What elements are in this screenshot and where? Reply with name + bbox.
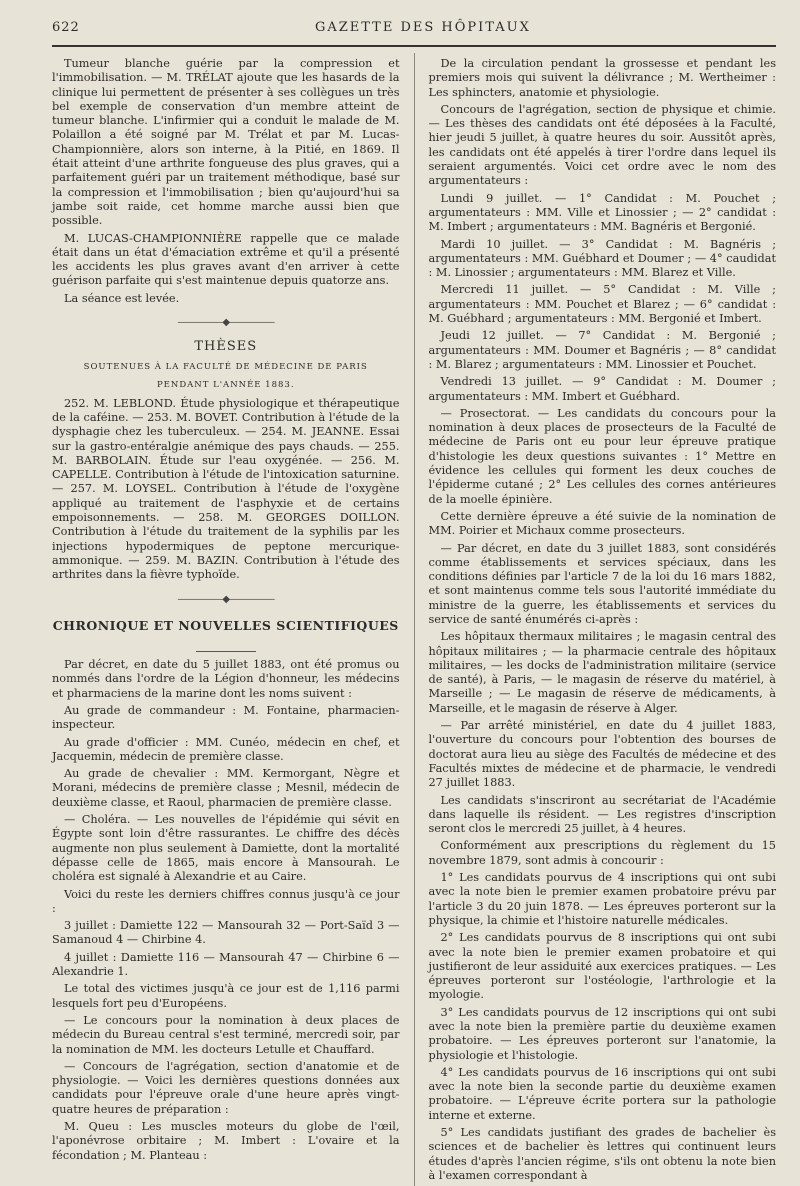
paragraph: Au grade de commandeur : M. Fontaine, pharmacien-inspecteur. [52, 703, 400, 732]
paragraph: Le total des victimes jusqu'à ce jour est de 1,116 parmi lesquels fort peu d'Européens. [52, 982, 400, 1010]
paragraph: 4° Les candidats pourvus de 16 inscriptions qui ont subi avec la note bien la seconde partie du deuxième examen probatoire. — L'épreuve écrite portera sur la pathologie interne et externe. [428, 1065, 776, 1122]
section-title: THÈSES [194, 339, 258, 355]
paragraph: Au grade d'officier : MM. Cunéo, médecin en chef, et Jacquemin, médecin de première classe. [52, 735, 400, 763]
paragraph: Cette dernière épreuve a été suivie de la nomination de MM. Poirier et Michaux comme prosecteurs. [428, 509, 776, 538]
ornament-divider: —————◆————— [177, 317, 275, 329]
paragraph: 2° Les candidats pourvus de 8 inscriptions qui ont subi avec la note bien le premier examen probatoire et qui justifieront de leur assiduité aux exercices pratiques. — Les épreuves porteront sur l'ostéologie, l'arthrologie et la myologie. [428, 931, 776, 1002]
column-divider [414, 53, 415, 1186]
paragraph: Lundi 9 juillet. — 1° Candidat : M. Pouchet ; argumentateurs : MM. Ville et Linossier ; — 2° candidat : M. Imbert ; argumentateurs : MM. Bagnéris et Bergonié. [428, 191, 776, 234]
section-subtitle: SOUTENUES À LA FACULTÉ DE MÉDECINE DE PARIS [83, 361, 368, 372]
paragraph: — Prosectorat. — Les candidats du concours pour la nomination à deux places de prosecteurs de la Faculté de médecine de Paris ont eu pour leur épreuve pratique d'histologie les deux questions suivantes : 1° Mettre en évidence les cellules qui forment les deux couches de l'épiderme cutané ; 2° Les cellules des cornes antérieures de la moelle épinière. [428, 406, 776, 506]
paragraph: Les hôpitaux thermaux militaires ; le magasin central des hôpitaux militaires ; — la pharmacie centrale des hôpitaux militaires, — les docks de l'administration militaire (service de santé), à Paris, — le magasin de réserve du matériel, à Marseille ; — Le magasin de réserve de médicaments, à Marseille, et le magasin de réserve à Alger. [428, 630, 776, 715]
paragraph: 4 juillet : Damiette 116 — Mansourah 47 — Chirbine 6 — Alexandrie 1. [52, 950, 400, 979]
paragraph: Par décret, en date du 5 juillet 1883, ont été promus ou nommés dans l'ordre de la Légion d'honneur, les médecins et pharmaciens de la marine dont les noms suivent : [52, 658, 400, 700]
section-subtitle: PENDANT L'ANNÉE 1883. [156, 379, 295, 390]
page-number: 622 [52, 20, 80, 35]
paragraph: 5° Les candidats justifiant des grades de bachelier ès sciences et de bachelier ès lettres qui continuent leurs études d'après l'ancien régime, s'ils ont obtenu la note bien à l'examen correspondant à [428, 1126, 776, 1182]
text-columns [52, 53, 776, 1186]
theses-heading [52, 340, 400, 390]
paragraph: Les candidats s'inscriront au secrétariat de l'Académie dans laquelle ils résident. — Les registres d'inscription seront clos le mercredi 25 juillet, à 4 heures. [428, 793, 776, 836]
paragraph: — Par arrêté ministériel, en date du 4 juillet 1883, l'ouverture du concours pour l'obtention des bourses de doctorat aura lieu au siège des Facultés de médecine et des Facultés mixtes de médecine et de pharmacie, le vendredi 27 juillet 1883. [428, 719, 776, 790]
paragraph: M. Queu : Les muscles moteurs du globe de l'œil, l'aponévrose orbitaire ; M. Imbert : L'ovaire et la fécondation ; M. Planteau : [52, 1120, 400, 1162]
paragraph: La séance est levée. [64, 291, 180, 305]
paragraph: — Concours de l'agrégation, section d'anatomie et de physiologie. — Voici les dernières questions données aux candidats pour l'épreuve orale d'une heure après vingt-quatre heures de préparation : [52, 1059, 400, 1116]
journal-title: GAZETTE DES HÔPITAUX [314, 20, 531, 35]
paragraph: M. LUCAS-CHAMPIONNIÈRE rappelle que ce malade était dans un état d'émaciation extrême et qu'il a présenté les accidents les plus graves avant d'en arriver à cette guérison parfaite qui s'est maintenue depuis quatorze ans. [52, 231, 400, 288]
paragraph: De la circulation pendant la grossesse et pendant les premiers mois qui suivent la délivrance ; M. Wertheimer : Les sphincters, anatomie et physiologie. [428, 57, 776, 99]
paragraph: Au grade de chevalier : MM. Kermorgant, Nègre et Morani, médecins de première classe ; Mesnil, médecin de deuxième classe, et Raoul, pharmacien de première classe. [52, 767, 400, 809]
paragraph: Tumeur blanche guérie par la compression et l'immobilisation. — M. TRÉLAT ajoute que les hasards de la clinique lui permettent de présenter à ses collègues un très bel exemple de conservation d'un membre atteint de tumeur blanche. L'infirmier qui a conduit le malade de M. Polaillon a été soigné par M. Trélat et par M. Lucas-Championnière, alors son interne, à la Pitié, en 1869. Il était atteint d'une arthrite fongueuse des plus graves, qui a parfaitement guéri par un traitement méthodique, basé sur la compression et l'immobilisation ; bien qu'aujourd'hui sa jambe soit raide, cet homme marche aussi bien que possible. [52, 57, 400, 228]
paragraph: Jeudi 12 juillet. — 7° Candidat : M. Bergonié ; argumentateurs : MM. Doumer et Bagnéris ; — 8° candidat : M. Blarez ; argumentateurs : MM. Linossier et Pouchet. [428, 329, 776, 371]
paragraph: Mercredi 11 juillet. — 5° Candidat : M. Ville ; argumentateurs : MM. Pouchet et Blarez ; — 6° candidat : M. Guébhard ; argumentateurs : MM. Bergonié et Imbert. [428, 283, 776, 326]
paragraph: Conformément aux prescriptions du règlement du 15 novembre 1879, sont admis à concourir : [428, 839, 776, 867]
paragraph: — Par décret, en date du 3 juillet 1883, sont considérés comme établissements et services spéciaux, dans les conditions définies par l'article 7 de la loi du 16 mars 1882, et sont maintenus comme tels sous l'autorité immédiate du ministre de la guerre, les établissements et services du service de santé énumérés ci-après : [428, 541, 776, 626]
paragraph: 252. M. LEBLOND. Étude physiologique et thérapeutique de la caféine. — 253. M. BOVET. Contribution à l'étude de la dysphagie chez les tuberculeux. — 254. M. JEANNE. Essai sur la gastro-entéralgie anémique des pays chauds. — 255. M. BARBOLAIN. Étude sur l'eau oxygénée. — 256. M. CAPELLE. Contribution à l'étude de l'intoxication saturnine. — 257. M. LOYSEL. Contribution à l'étude de l'oxygène appliqué au traitement de l'asphyxie et de certains empoisonnements. — 258. M. GEORGES DOILLON. Contribution à l'étude du traitement de la syphilis par les injections hypodermiques de peptone mercurique-ammonique. — 259. M. BAZIN. Contribution à l'étude des arthrites dans la fièvre typhoïde. [52, 396, 400, 582]
paragraph: 1° Les candidats pourvus de 4 inscriptions qui ont subi avec la note bien le premier examen probatoire prévu par l'article 3 du 20 juin 1878. — Les épreuves porteront sur la physique, la chimie et l'histoire naturelle médicales. [428, 871, 776, 927]
paragraph: — Le concours pour la nomination à deux places de médecin du Bureau central s'est terminé, mercredi soir, par la nomination de MM. les docteurs Letulle et Chauffard. [52, 1013, 400, 1056]
paragraph: Vendredi 13 juillet. — 9° Candidat : M. Doumer ; argumentateurs : MM. Imbert et Guébhard. [428, 375, 776, 403]
divider [196, 651, 256, 652]
paragraph: Concours de l'agrégation, section de physique et chimie. — Les thèses des candidats ont été déposées à la Faculté, hier jeudi 5 juillet, à quatre heures du soir. Aussitôt après, les candidats ont été appelés à tirer l'ordre dans lequel ils seraient argumentés. Voici cet ordre avec le nom des argumentateurs : [428, 102, 776, 188]
ornament-divider: —————◆————— [177, 593, 275, 605]
paragraph: Mardi 10 juillet. — 3° Candidat : M. Bagnéris ; argumentateurs : MM. Guébhard et Doumer ; — 4° caudidat : M. Linossier ; argumentateurs : MM. Blarez et Ville. [428, 237, 776, 280]
paragraph: 3° Les candidats pourvus de 12 inscriptions qui ont subi avec la note bien la première partie du deuxième examen probatoire. — Les épreuves porteront sur l'anatomie, la physiologie et l'histologie. [428, 1005, 776, 1062]
header-rule [52, 45, 776, 47]
right-column [429, 53, 777, 1186]
left-column [52, 53, 400, 1186]
paragraph: — Choléra. — Les nouvelles de l'épidémie qui sévit en Égypte sont loin d'être rassurantes. Le chiffre des décès augmente non plus seulement à Damiette, dont la mortalité dépasse celle de 1865, mais encore à Mansourah. Le choléra est signalé à Alexandrie et au Caire. [52, 813, 400, 884]
section-title: CHRONIQUE ET NOUVELLES SCIENTIFIQUES [52, 617, 399, 633]
page-header [52, 20, 776, 35]
paragraph: 3 juillet : Damiette 122 — Mansourah 32 — Port-Saïd 3 — Samanoud 4 — Chirbine 4. [52, 919, 400, 947]
paragraph: Voici du reste les derniers chiffres connus jusqu'à ce jour : [52, 887, 400, 915]
